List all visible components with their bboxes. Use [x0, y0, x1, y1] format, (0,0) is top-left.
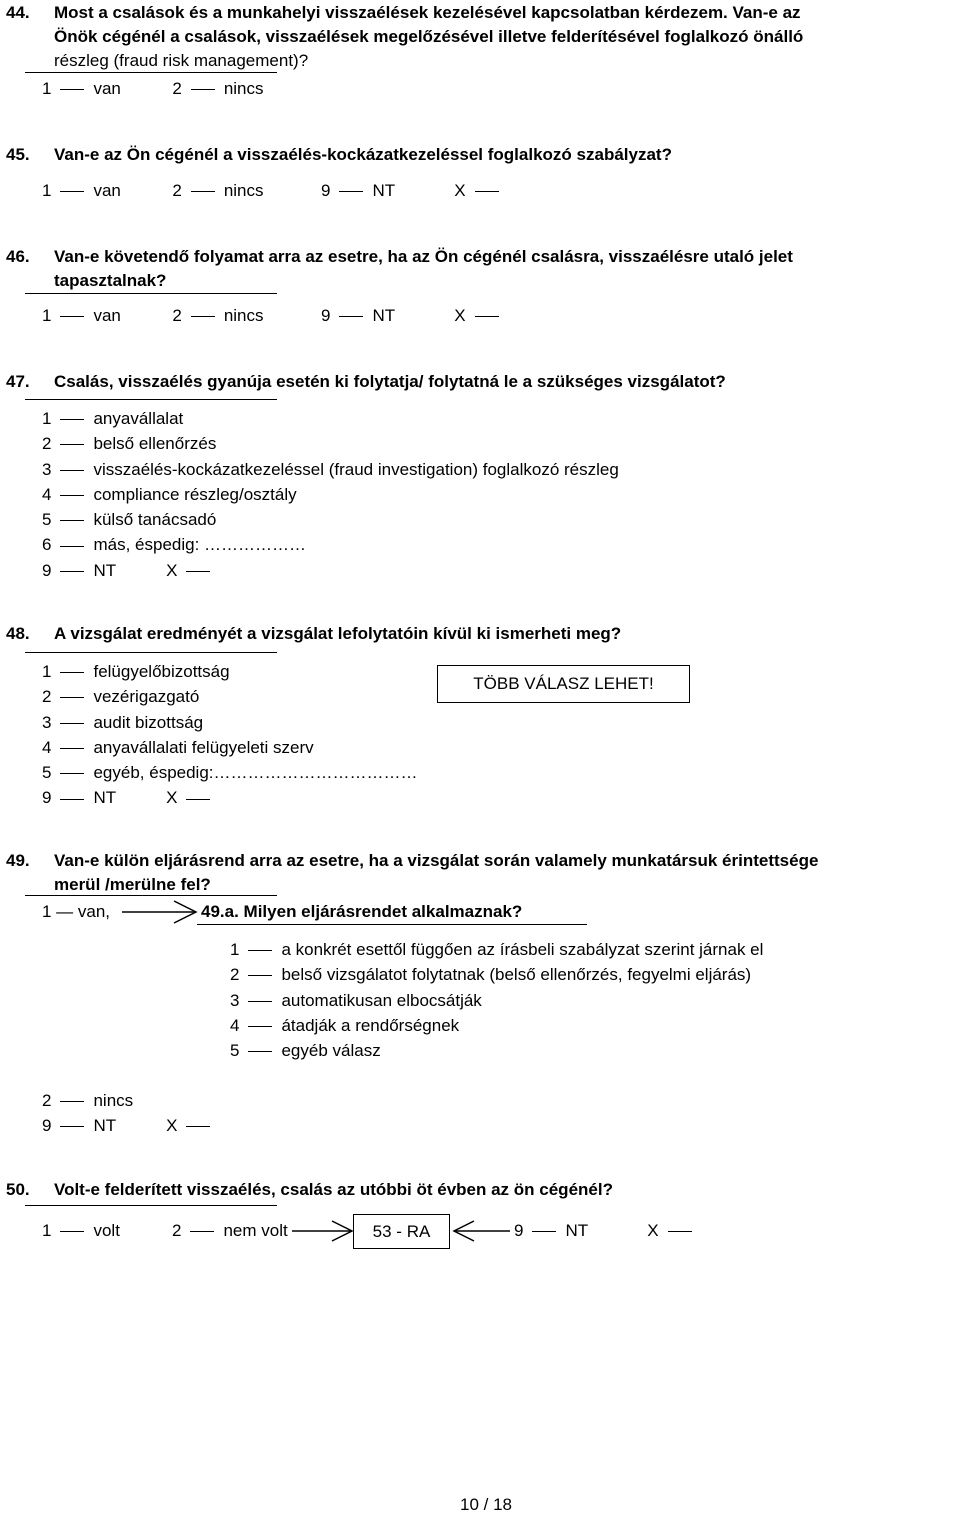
option-code: X: [166, 560, 178, 580]
option-code: 2: [230, 965, 240, 985]
option-code: 1: [42, 79, 52, 98]
option-label: van: [93, 181, 121, 200]
option-code: 1: [42, 1221, 52, 1240]
list-item: [42, 710, 418, 735]
list-item: [42, 532, 619, 557]
options-49-rest: [42, 1088, 219, 1139]
question-44: [0, 0, 960, 75]
question-text-line-1: Van-e követendő folyamat arra az esetre, ha az Ön cégénél csalásra, visszaélésre utaló jelet: [54, 247, 793, 266]
question-text: Van-e az Ön cégénél a visszaélés-kockázatkezeléssel foglalkozó szabályzat?: [54, 145, 672, 164]
list-item: [42, 558, 619, 583]
option-volt: [42, 1221, 120, 1241]
question-number: 46.: [6, 247, 30, 266]
option-code: 9: [42, 1116, 52, 1136]
question-number: 48.: [6, 624, 30, 643]
option-label: anyavállalat: [93, 409, 184, 428]
option-label: van: [93, 79, 121, 98]
option-nem-volt: [172, 1221, 288, 1241]
option-code: 2: [172, 79, 182, 98]
list-item: [42, 735, 418, 760]
option-code: 3: [42, 712, 52, 732]
question-text: Volt-e felderített visszaélés, csalás az utóbbi öt évben az ön cégénél?: [54, 1180, 613, 1199]
options-45: [42, 181, 508, 201]
list-item: [230, 1013, 763, 1038]
arrow-left-icon: [452, 1218, 512, 1244]
option-label: automatikusan elbocsátják: [281, 990, 482, 1010]
option-label: nem volt: [223, 1221, 288, 1240]
option-code: 4: [42, 737, 52, 757]
option-label: egyéb, éspedig:………………………………: [93, 763, 418, 783]
list-item: [42, 457, 619, 482]
question-number: 49.: [6, 851, 30, 870]
skip-to-box: 53 - RA: [353, 1214, 450, 1249]
question-49: [0, 848, 960, 898]
list-item: [42, 684, 418, 709]
option-label: nincs: [93, 1091, 134, 1110]
sub-question-49a: [201, 899, 522, 924]
option-code: X: [454, 181, 466, 200]
option-code: 9: [42, 788, 52, 808]
question-text-line-3: részleg (fraud risk management)?: [54, 51, 309, 70]
options-46: [42, 306, 508, 326]
option-code: X: [647, 1221, 659, 1240]
option-code: 4: [42, 484, 52, 504]
option-code: 5: [42, 763, 52, 783]
option-label: NT: [372, 181, 395, 200]
option-code: 9: [514, 1221, 524, 1240]
option-label: NT: [93, 560, 117, 580]
option-code: 3: [230, 990, 240, 1010]
options-44: [42, 79, 264, 99]
question-text-line-2: tapasztalnak?: [54, 271, 167, 290]
option-code: 2: [42, 687, 52, 707]
arrow-right-icon: [122, 897, 202, 927]
option-code: X: [166, 1116, 178, 1136]
question-number: 50.: [6, 1180, 30, 1199]
question-text-line-2: Önök cégénél a csalások, visszaélések megelőzésével illetve felderítésével foglalkozó önálló: [54, 27, 804, 46]
list-item: [42, 431, 619, 456]
option-label: volt: [93, 1221, 120, 1240]
option-code: X: [454, 306, 466, 325]
sub-question-number: 49.a.: [201, 902, 239, 921]
option-code: 1: [42, 306, 52, 325]
divider: [25, 895, 277, 896]
option-code: 9: [320, 181, 331, 200]
option-code: 5: [42, 510, 52, 530]
option-label: NT: [565, 1221, 588, 1240]
list-item: [42, 1113, 219, 1138]
list-item: [42, 659, 418, 684]
arrow-right-icon: [292, 1218, 356, 1244]
option-code: 2: [42, 434, 52, 454]
option-label: belső vizsgálatot folytatnak (belső ellenőrzés, fegyelmi eljárás): [281, 965, 752, 985]
list-item: [230, 937, 763, 962]
option-label: átadják a rendőrségnek: [281, 1015, 460, 1035]
divider: [197, 924, 587, 925]
option-code: 1: [42, 662, 52, 681]
option-label: külső tanácsadó: [93, 510, 217, 530]
divider: [25, 399, 277, 400]
list-item: [42, 406, 619, 431]
option-label: NT: [93, 1116, 117, 1136]
option-code: 4: [230, 1015, 240, 1035]
option-code: 9: [42, 560, 52, 580]
option-code: 3: [42, 459, 52, 479]
option-code: 2: [172, 181, 182, 200]
multiple-answer-box: TÖBB VÁLASZ LEHET!: [437, 665, 690, 703]
option-label: anyavállalati felügyeleti szerv: [93, 737, 314, 757]
option-van: 1 — van,: [42, 902, 111, 921]
option-label: belső ellenőrzés: [93, 434, 217, 454]
option-label: compliance részleg/osztály: [93, 484, 297, 504]
option-label: audit bizottság: [93, 712, 204, 732]
option-code: 2: [172, 1221, 182, 1240]
options-47: [42, 406, 619, 583]
option-code: 2: [42, 1091, 52, 1110]
page-number: 10 / 18: [460, 1495, 512, 1514]
question-text: Csalás, visszaélés gyanúja esetén ki folytatja/ folytatná le a szükséges vizsgálatot?: [54, 372, 726, 391]
list-item: [230, 1038, 763, 1063]
options-48: [42, 659, 418, 811]
option-code: 1: [42, 181, 52, 200]
question-text-line-2: merül /merülne fel?: [54, 875, 211, 894]
question-number: 45.: [6, 145, 30, 164]
option-label: a konkrét esettől függően az írásbeli szabályzat szerint járnak el: [281, 940, 764, 959]
list-item: [42, 1088, 219, 1113]
option-label: más, éspedig: ………………: [93, 535, 307, 555]
sub-question-text: Milyen eljárásrendet alkalmaznak?: [243, 902, 523, 921]
option-nt-50: [514, 1221, 701, 1241]
option-code: 2: [172, 306, 182, 325]
question-text: A vizsgálat eredményét a vizsgálat lefolytatóin kívül ki ismerheti meg?: [54, 624, 622, 643]
option-code: 6: [42, 535, 52, 555]
options-49a: [230, 937, 763, 1063]
option-code: 5: [230, 1041, 240, 1061]
option-label: felügyelőbizottság: [93, 662, 230, 681]
question-text-line-1: Van-e külön eljárásrend arra az esetre, ha a vizsgálat során valamely munkatársuk érintettsége: [54, 851, 819, 870]
question-46: [0, 244, 960, 294]
list-item: [42, 760, 418, 785]
option-label: vezérigazgató: [93, 687, 200, 707]
option-code: 9: [320, 306, 331, 325]
list-item: [230, 988, 763, 1013]
option-code: X: [166, 788, 178, 808]
option-code: 1: [230, 940, 240, 959]
divider: [25, 72, 277, 73]
question-text-line-1: Most a csalások és a munkahelyi visszaélések kezelésével kapcsolatban kérdezem. Van-e az: [54, 3, 801, 22]
option-code: 1: [42, 409, 52, 428]
option-label: NT: [93, 788, 117, 808]
option-label: nincs: [223, 79, 264, 98]
question-number: 47.: [6, 372, 30, 391]
divider: [25, 652, 277, 653]
option-label: egyéb válasz: [281, 1041, 381, 1061]
option-label: NT: [372, 306, 395, 325]
option-label: van: [93, 306, 121, 325]
option-label: nincs: [223, 306, 264, 325]
list-item: [42, 785, 418, 810]
list-item: [42, 507, 619, 532]
question-number: 44.: [6, 3, 30, 22]
divider: [25, 1205, 277, 1206]
list-item: [230, 962, 763, 987]
list-item: [42, 482, 619, 507]
divider: [25, 293, 277, 294]
option-label: visszaélés-kockázatkezeléssel (fraud investigation) foglalkozó részleg: [93, 459, 619, 479]
option-label: nincs: [223, 181, 264, 200]
